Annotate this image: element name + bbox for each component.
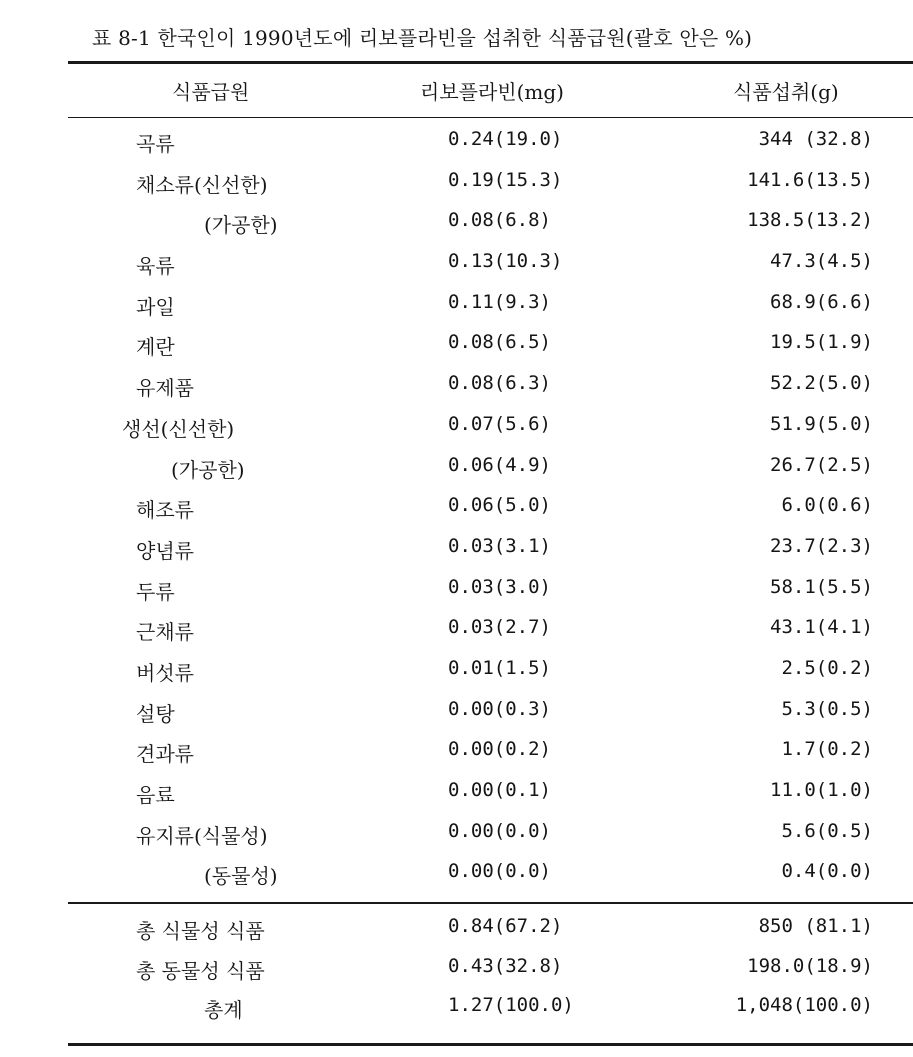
row-intake: 26.7(2.5) (770, 453, 873, 476)
total-source: 총계 (204, 998, 243, 1022)
row-intake: 52.2(5.0) (770, 372, 873, 395)
row-riboflavin: 0.03(3.0) (448, 575, 551, 598)
row-source: 음료 (136, 783, 175, 807)
row-riboflavin: 0.01(1.5) (448, 656, 551, 679)
table-row (0, 657, 913, 698)
row-source: 곡류 (136, 132, 175, 156)
row-riboflavin: 0.07(5.6) (448, 412, 551, 435)
row-source: (가공한) (204, 213, 278, 238)
top-rule (68, 61, 913, 64)
total-intake: 850 (81.1) (758, 915, 873, 937)
total-riboflavin: 1.27(100.0) (448, 994, 574, 1016)
row-riboflavin: 0.06(5.0) (448, 494, 551, 517)
row-riboflavin: 0.00(0.3) (448, 697, 551, 720)
table-row (0, 291, 913, 332)
table-row (0, 779, 913, 820)
row-riboflavin: 0.00(0.2) (448, 738, 551, 761)
header-rule (68, 117, 913, 118)
totals-rule (68, 902, 913, 904)
row-riboflavin: 0.13(10.3) (448, 250, 563, 273)
table-row (0, 820, 913, 861)
total-row (0, 955, 913, 995)
row-riboflavin: 0.00(0.1) (448, 779, 551, 801)
row-riboflavin: 0.24(19.0) (448, 128, 563, 150)
table-row (0, 738, 913, 779)
row-intake: 23.7(2.3) (770, 534, 873, 557)
row-riboflavin: 0.08(6.8) (448, 209, 551, 232)
row-intake: 1.7(0.2) (781, 738, 873, 761)
row-source: 양념류 (136, 538, 194, 563)
row-intake: 6.0(0.6) (781, 494, 873, 517)
total-riboflavin: 0.43(32.8) (448, 954, 563, 977)
table-row (0, 535, 913, 576)
row-riboflavin: 0.00(0.0) (448, 860, 551, 883)
row-intake: 68.9(6.6) (770, 290, 873, 313)
table-row (0, 698, 913, 739)
row-intake: 58.1(5.5) (770, 575, 873, 598)
row-source: 채소류(신선한) (136, 172, 268, 197)
row-riboflavin: 0.03(3.1) (448, 534, 551, 557)
row-intake: 0.4(0.0) (781, 860, 873, 883)
table-row (0, 413, 913, 454)
table-row (0, 169, 913, 210)
total-row (0, 915, 913, 955)
row-source: 유지류(식물성) (136, 823, 268, 848)
header-riboflavin: 리보플라빈(mg) (420, 80, 564, 104)
row-intake: 2.5(0.2) (781, 656, 873, 679)
row-source: 과일 (136, 294, 175, 319)
row-source: 설탕 (136, 701, 175, 726)
row-intake: 19.5(1.9) (770, 331, 873, 354)
row-riboflavin: 0.19(15.3) (448, 168, 563, 191)
table-row (0, 250, 913, 291)
total-intake: 1,048(100.0) (735, 994, 873, 1016)
row-source: 유제품 (136, 376, 194, 401)
table-row (0, 209, 913, 250)
row-riboflavin: 0.06(4.9) (448, 453, 551, 476)
row-intake: 47.3(4.5) (770, 250, 873, 273)
total-intake: 198.0(18.9) (747, 954, 873, 977)
row-intake: 138.5(13.2) (747, 209, 873, 232)
row-riboflavin: 0.08(6.3) (448, 372, 551, 395)
header-intake: 식품섭취(g) (733, 80, 839, 104)
row-source: 버섯류 (136, 660, 194, 685)
table-row (0, 576, 913, 617)
row-intake: 43.1(4.1) (770, 616, 873, 639)
header-source: 식품급원 (172, 80, 250, 104)
table-row (0, 128, 913, 169)
row-source: 견과류 (136, 742, 194, 767)
table-caption: 표 8-1 한국인이 1990년도에 리보플라빈을 섭취한 식품급원(괄호 안은 %) (92, 26, 753, 50)
row-source: 생선(신선한) (122, 416, 235, 441)
total-source: 총 동물성 식품 (136, 958, 265, 983)
table-row (0, 860, 913, 901)
row-intake: 5.3(0.5) (781, 697, 873, 720)
row-source: 해조류 (136, 498, 194, 523)
bottom-rule (68, 1043, 913, 1046)
row-source: (가공한) (171, 457, 245, 482)
row-intake: 51.9(5.0) (770, 412, 873, 435)
table-row (0, 616, 913, 657)
row-source: (동물성) (204, 864, 278, 889)
total-row (0, 994, 913, 1034)
total-riboflavin: 0.84(67.2) (448, 915, 563, 937)
row-riboflavin: 0.08(6.5) (448, 331, 551, 354)
row-source: 두류 (136, 579, 175, 604)
row-intake: 344 (32.8) (758, 128, 873, 150)
row-intake: 141.6(13.5) (747, 168, 873, 191)
table-row (0, 494, 913, 535)
row-source: 근채류 (136, 620, 194, 645)
total-source: 총 식물성 식품 (136, 919, 265, 943)
table-row (0, 331, 913, 372)
table-row (0, 454, 913, 495)
row-source: 육류 (136, 254, 175, 279)
row-source: 계란 (136, 335, 175, 360)
row-riboflavin: 0.03(2.7) (448, 616, 551, 639)
row-intake: 11.0(1.0) (770, 779, 873, 801)
row-intake: 5.6(0.5) (781, 819, 873, 842)
table-totals (0, 915, 913, 1034)
row-riboflavin: 0.11(9.3) (448, 290, 551, 313)
row-riboflavin: 0.00(0.0) (448, 819, 551, 842)
table-row (0, 372, 913, 413)
table-body (0, 128, 913, 901)
